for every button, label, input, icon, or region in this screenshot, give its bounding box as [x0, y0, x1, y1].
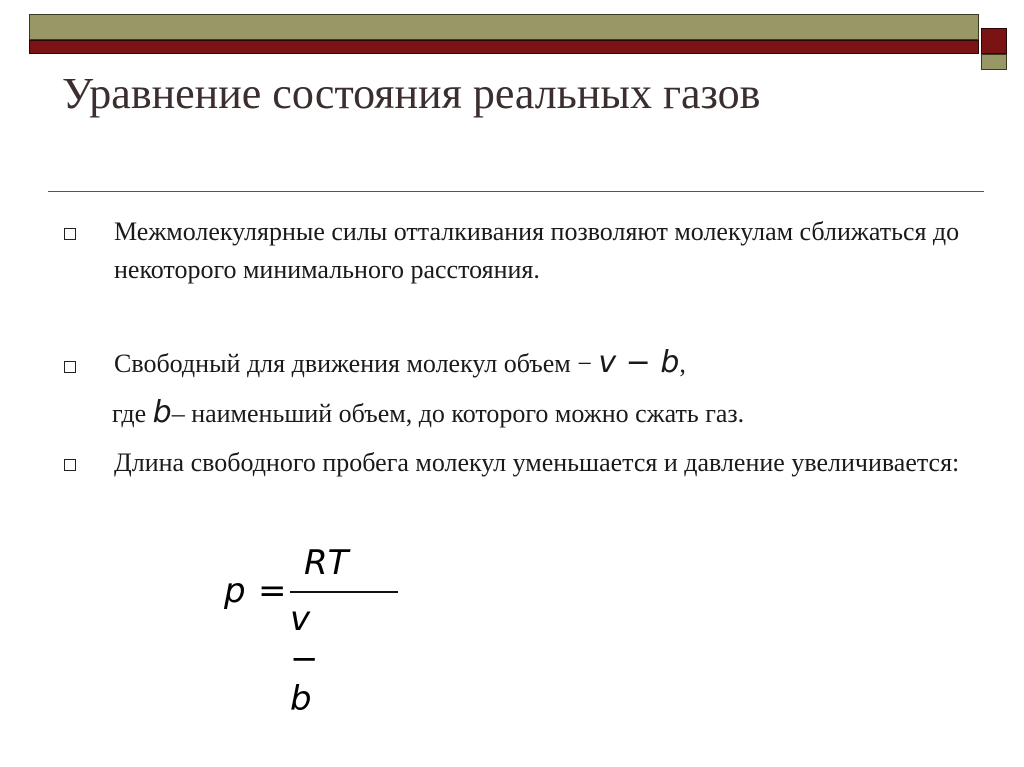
bullet-square-icon [64, 361, 76, 373]
slide-title: Уравнение состояния реальных газов [62, 69, 761, 118]
formula-equals: = [258, 571, 287, 611]
header-square-maroon [981, 28, 1007, 54]
bullet-square-icon [64, 459, 76, 471]
continuation-rest: – наименьший объем, до которого можно сжать газ. [171, 399, 745, 428]
bullet-2-text [114, 344, 984, 383]
formula-numerator: RT [304, 543, 349, 583]
title-divider [48, 191, 984, 192]
continuation-math: b [152, 395, 172, 430]
formula-lhs: p [224, 571, 246, 611]
bullet-2-continuation [112, 394, 982, 433]
header-square-olive [981, 54, 1007, 70]
bullet-square-icon [64, 228, 76, 240]
header-maroon-bar [29, 40, 979, 54]
bullet-2-math: v − b [598, 345, 680, 380]
header-decoration [29, 14, 1007, 54]
bullet-3-text: Длина свободного пробега молекул уменьшается и давление увеличивается: [114, 448, 960, 477]
bullet-2-label: Свободный для движения молекул объем − [114, 349, 592, 378]
bullet-1-text: Межмолекулярные силы отталкивания позволяют молекулам сближаться до некоторого минимального расстояния. [114, 217, 960, 284]
formula-denominator: v − b [290, 599, 319, 719]
header-olive-bar [29, 14, 979, 40]
fraction-bar [290, 591, 398, 593]
continuation-prefix: где [112, 399, 147, 428]
bullet-2-comma: , [679, 349, 686, 378]
